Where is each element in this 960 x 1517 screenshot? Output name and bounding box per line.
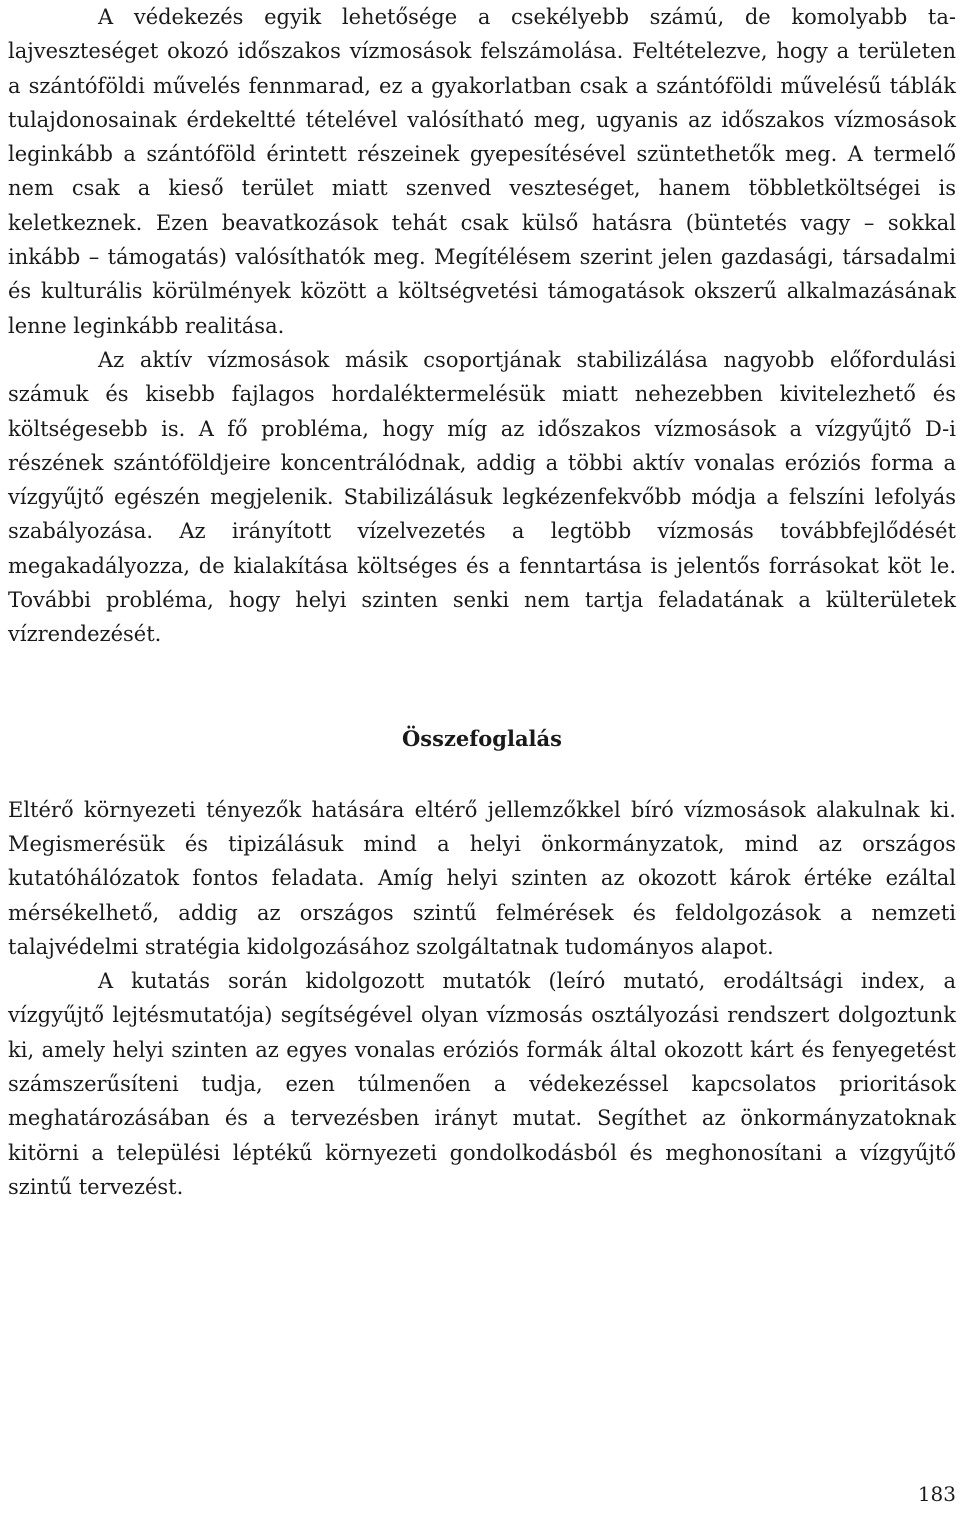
section-title-summary: Összefoglalás xyxy=(402,725,562,751)
paragraph-erosion-defense: A védekezés egyik lehetősége a csekélyebb számú, de komolyabb talajveszteséget okozó időszakos vízmosások felszámolása. Feltételezve, hogy a területen a szántóföldi művelés fennmarad, ez a gyakorlatban csak a szántóföldi művelésű táblák tulajdonosainak érdekeltté tételével valósítható meg, ugyanis az időszakos vízmosások leginkább a szántóföld érintett részeinek gyepesítésével szüntethetők meg. A termelő nem csak a kieső terület miatt szenved veszteséget, hanem többletköltségei is keletkeznek. Ezen beavatkozások tehát csak külső hatásra (büntetés vagy – sokkal inkább – támogatás) valósíthatók meg. Megítélésem szerint jelen gazdasági, társadalmi és kulturális körülmények között a költségvetési támogatások okszerű alkalmazásának lenne leginkább realitása. xyxy=(8,5,956,338)
page-number: 183 xyxy=(917,1482,956,1506)
paragraph-summary-method: A kutatás során kidolgozott mutatók (leíró mutató, erodáltsági index, a vízgyűjtő lejtésmutatója) segítségével olyan vízmosás osztályozási rendszert dolgoztunk ki, amely helyi szinten az egyes vonalas eróziós formák által okozott kárt és fenyegetést számszerűsíteni tudja, ezen túlmenően a védekezéssel kapcsolatos prioritások meghatározásában és a tervezésben irányt mutat. Segíthet az önkormányzatoknak kitörni a települési léptékű környezeti gondolkodásból és meghonosítani a vízgyűjtő szintű tervezést. xyxy=(8,969,956,1199)
document-page xyxy=(8,0,956,1204)
paragraph-summary-intro: Eltérő környezeti tényezők hatására eltérő jellemzőkkel bíró vízmosások alakulnak ki. Megismerésük és tipizálásuk mind a helyi önkormányzatok, mind az országos kutatóhálózatok fontos feladata. Amíg helyi szinten az okozott károk értéke ezáltal mérsékelhető, addig az országos szintű felmérések és feldolgozások a nemzeti talajvédelmi stratégia kidolgozásához szolgáltatnak tudományos alapot. xyxy=(8,797,956,959)
section-spacer xyxy=(8,756,956,793)
section-spacer xyxy=(8,652,956,722)
paragraph-active-gullies: Az aktív vízmosások másik csoportjának stabilizálása nagyobb előfordulási számuk és kisebb fajlagos hordaléktermelésük miatt nehezebben kivitelezhető és költségesebb is. A fő probléma, hogy míg az időszakos vízmosások a vízgyűjtő D-i részének szántóföldjeire koncentrálódnak, addig a többi aktív vonalas eróziós forma a vízgyűjtő egészén megjelenik. Stabilizálásuk legkézenfekvőbb módja a felszíni lefolyás szabályozása. Az irányított vízelvezetés a legtöbb vízmosás továbbfejlődését megakadályozza, de kialakítása költséges és a fenntartása is jelentős forrásokat köt le. További probléma, hogy helyi szinten senki nem tartja feladatának a külterületek vízrendezését. xyxy=(8,347,956,647)
